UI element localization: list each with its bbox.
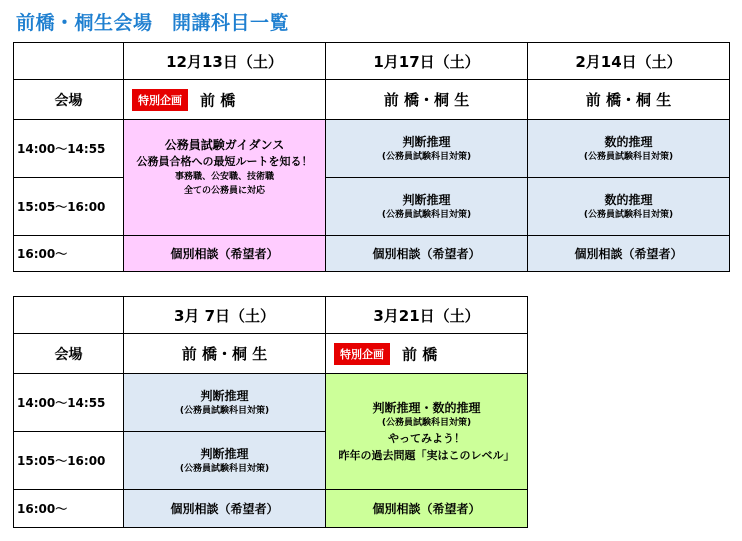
- subject-cell: [528, 178, 730, 236]
- time-slot: 14:00～14:55: [14, 374, 124, 432]
- venue-cell: 前 橋・桐 生: [528, 80, 730, 120]
- guidance-title: 公務員試験ガイダンス: [164, 138, 285, 152]
- subject-title: 判断推理: [200, 388, 249, 403]
- venue-label: 会場: [14, 334, 124, 374]
- venue-label: 会場: [14, 80, 124, 120]
- special-badge: 特別企画: [132, 89, 188, 111]
- subject-cell: [326, 178, 528, 236]
- subject-cell: [528, 120, 730, 178]
- consult-cell: 個別相談（希望者）: [124, 490, 326, 528]
- date-header: 2月14日（土）: [528, 43, 730, 80]
- guidance-line: 公務員合格への最短ルートを知る！: [136, 155, 313, 168]
- time-slot: 14:00～14:55: [14, 120, 124, 178]
- special-cell: [326, 374, 528, 490]
- time-slot: 16:00～: [14, 490, 124, 528]
- date-header: 3月21日（土）: [326, 297, 528, 334]
- guidance-line: 事務職、公安職、技術職: [174, 172, 274, 182]
- consult-cell: 個別相談（希望者）: [124, 236, 326, 272]
- corner-cell: [14, 297, 124, 334]
- schedule-table-2: [13, 296, 528, 528]
- subject-title: 判断推理: [402, 134, 451, 149]
- venue-cell: 前 橋・桐 生: [124, 334, 326, 374]
- special-title: 判断推理・数的推理: [372, 400, 481, 415]
- time-slot: 15:05～16:00: [14, 432, 124, 490]
- subject-sub: (公務員試験科目対策): [179, 405, 270, 416]
- special-badge: 特別企画: [334, 343, 390, 365]
- venue-cell: [326, 334, 528, 374]
- venue-cell: 前 橋・桐 生: [326, 80, 528, 120]
- time-slot: 16:00～: [14, 236, 124, 272]
- page-title: 前橋・桐生会場 開講科目一覧: [16, 12, 290, 34]
- subject-cell: [124, 432, 326, 490]
- subject-sub: (公務員試験科目対策): [583, 209, 674, 220]
- consult-cell: 個別相談（希望者）: [528, 236, 730, 272]
- guidance-cell: [124, 120, 326, 236]
- subject-title: 判断推理: [402, 192, 451, 207]
- consult-cell: 個別相談（希望者）: [326, 236, 528, 272]
- subject-sub: (公務員試験科目対策): [179, 463, 270, 474]
- subject-cell: [326, 120, 528, 178]
- subject-cell: [124, 374, 326, 432]
- subject-title: 数的推理: [604, 192, 653, 207]
- corner-cell: [14, 43, 124, 80]
- special-line: 昨年の過去問題「実はこのレベル」: [338, 448, 515, 462]
- venue-name: 前 橋: [402, 345, 438, 363]
- subject-title: 判断推理: [200, 446, 249, 461]
- consult-cell: 個別相談（希望者）: [326, 490, 528, 528]
- special-line: やってみよう！: [388, 431, 465, 445]
- subject-sub: (公務員試験科目対策): [381, 209, 472, 220]
- guidance-line: 全ての公務員に対応: [183, 186, 265, 196]
- special-sub: (公務員試験科目対策): [381, 417, 472, 428]
- time-slot: 15:05～16:00: [14, 178, 124, 236]
- subject-sub: (公務員試験科目対策): [381, 151, 472, 162]
- date-header: 12月13日（土）: [124, 43, 326, 80]
- date-header: 1月17日（土）: [326, 43, 528, 80]
- subject-sub: (公務員試験科目対策): [583, 151, 674, 162]
- venue-name: 前 橋: [200, 91, 236, 109]
- date-header: 3月 7日（土）: [124, 297, 326, 334]
- schedule-table-1: [13, 42, 730, 272]
- venue-cell: [124, 80, 326, 120]
- subject-title: 数的推理: [604, 134, 653, 149]
